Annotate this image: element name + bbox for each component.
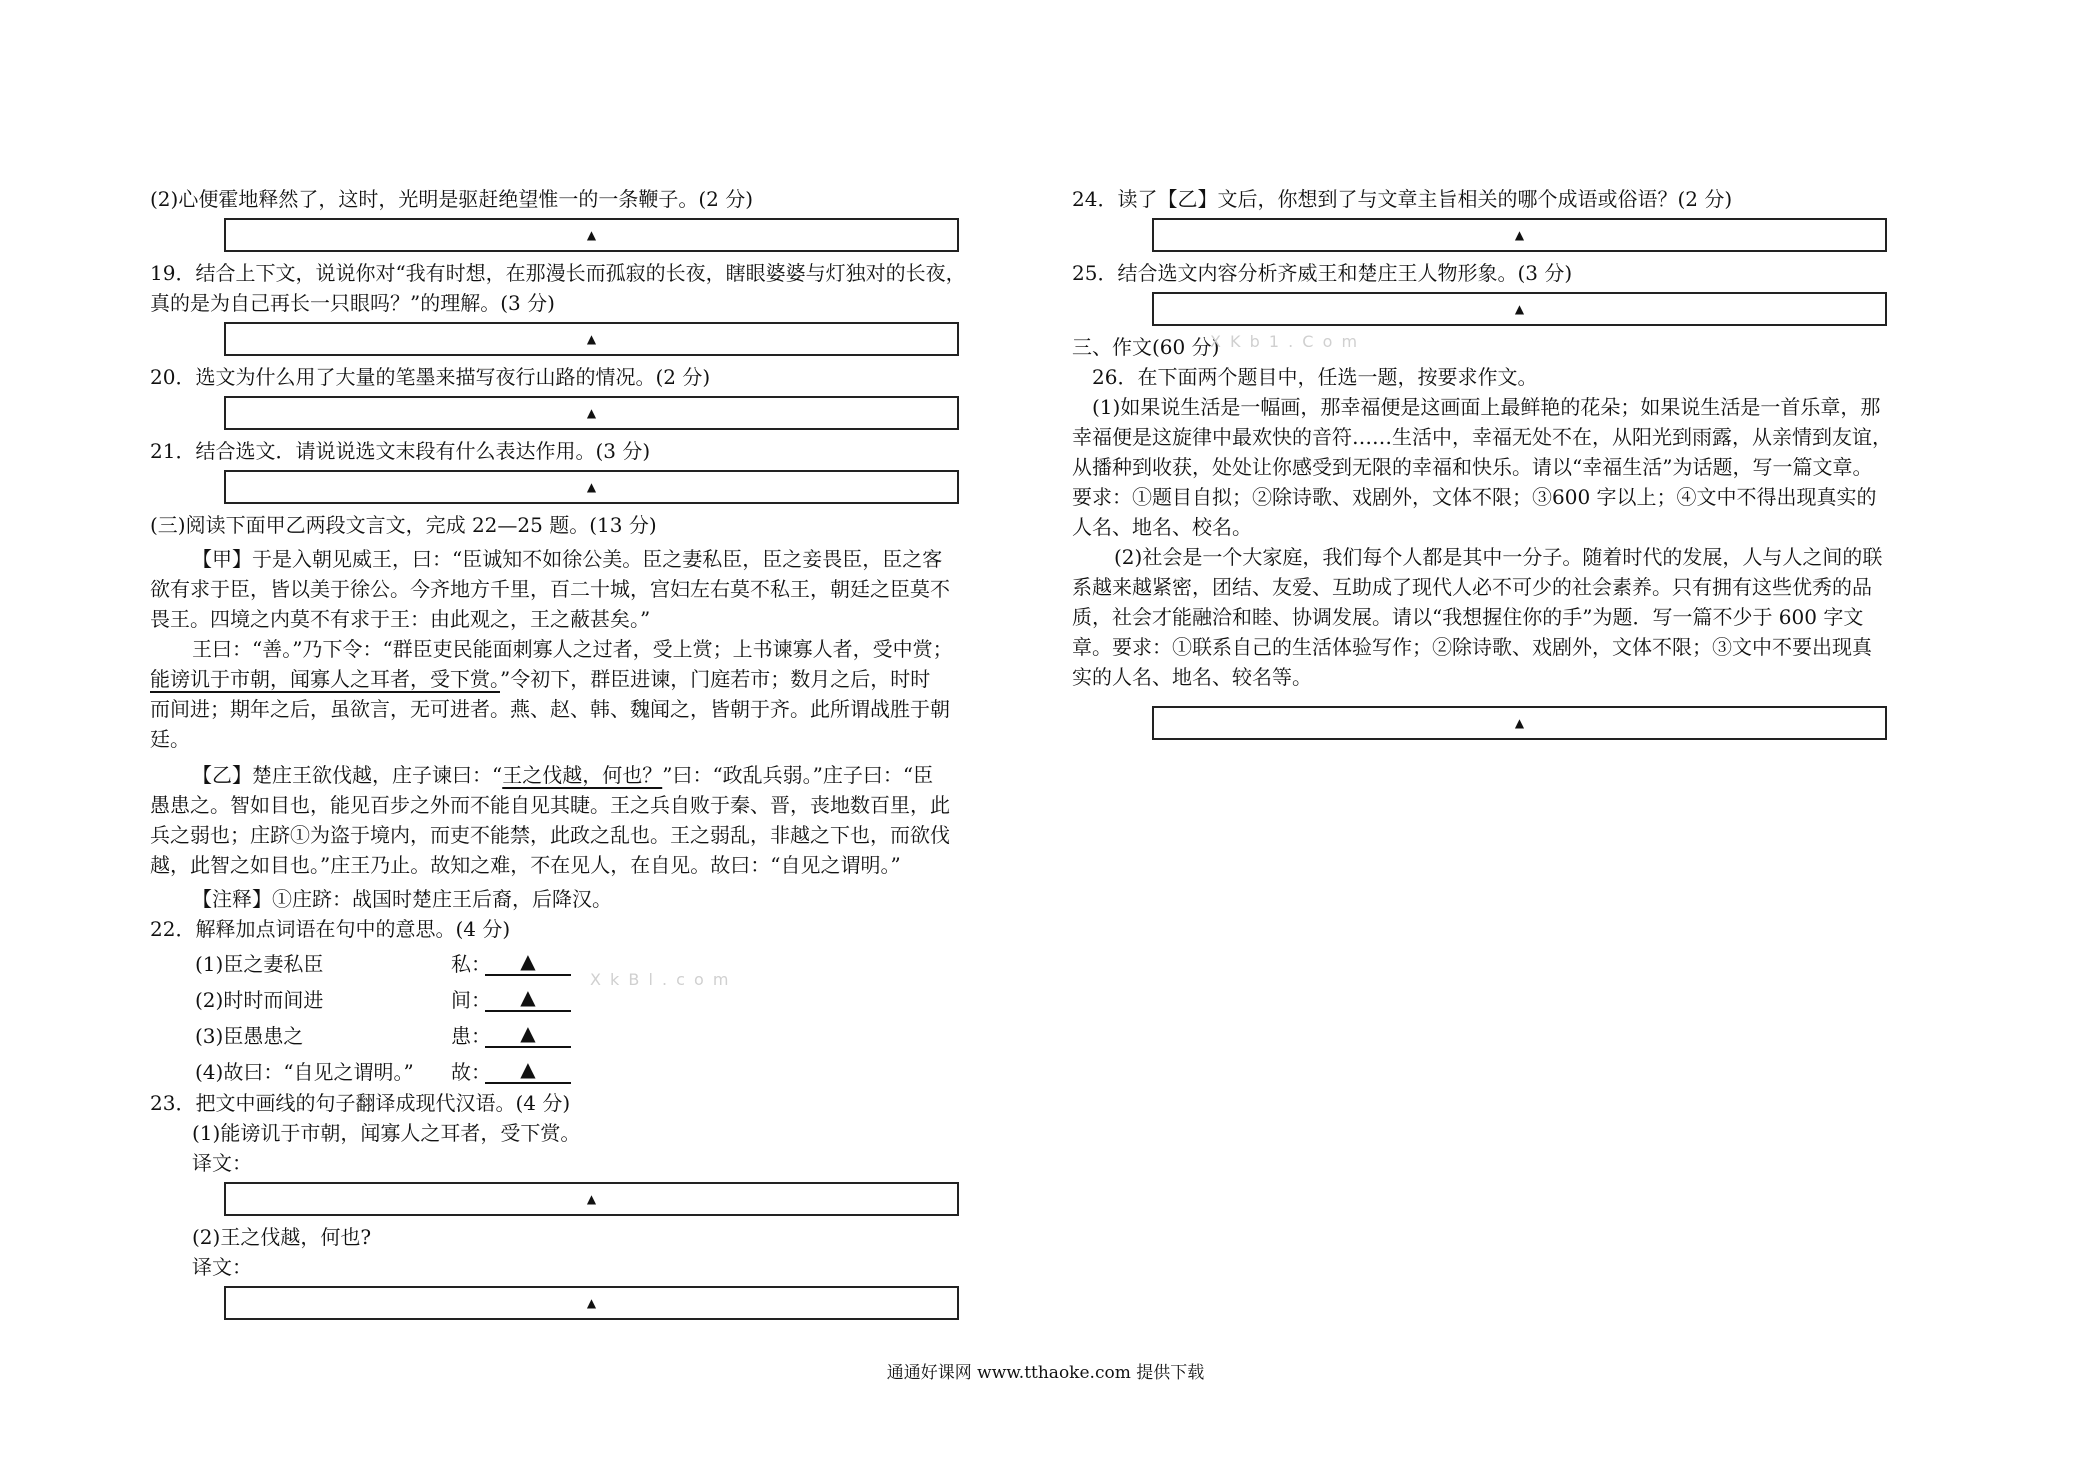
answer-box-24[interactable] (1152, 218, 1887, 252)
answer-marker: ▲ (586, 406, 597, 420)
passage-jia-line: 而间进；期年之后，虽欲言，无可进者。燕、赵、韩、魏闻之，皆朝于齐。此所谓战胜于朝 (150, 697, 950, 721)
answer-box-18-2[interactable] (224, 218, 959, 252)
question-18-2: (2)心便霍地释然了，这时，光明是驱赶绝望惟一的一条鞭子。(2 分) (150, 187, 754, 211)
question-21: 21．结合选文．请说说选文末段有什么表达作用。(3 分) (150, 439, 651, 463)
passage-jia-line: 廷。 (150, 727, 190, 751)
passage-yi-line: 愚患之。智如目也，能见百步之外而不能自见其睫。王之兵自败于秦、晋，丧地数百里，此 (150, 793, 950, 817)
answer-marker: ▲ (586, 1192, 597, 1206)
right-column (1072, 184, 1960, 746)
vocab-phrase: (3)臣愚患之 (195, 1023, 304, 1048)
translation-label: 译文： (192, 1151, 252, 1175)
question-26: 26．在下面两个题目中，任选一题，按要求作文。 (1092, 365, 1538, 389)
prompt-1-line: 幸福便是这旋律中最欢快的音符……生活中，幸福无处不在，从阳光到雨露，从亲情到友谊， (1072, 425, 1892, 449)
vocab-item (150, 1052, 1030, 1088)
question-25: 25．结合选文内容分析齐威王和楚庄王人物形象。(3 分) (1072, 261, 1573, 285)
prompt-1-line: 从播种到收获，处处让你感受到无限的幸福和快乐。请以“幸福生活”为话题，写一篇文章。 (1072, 455, 1873, 479)
question-23: 23．把文中画线的句子翻译成现代汉语。(4 分) (150, 1091, 571, 1115)
answer-box-23-1[interactable] (224, 1182, 959, 1216)
answer-box-26[interactable] (1152, 706, 1887, 740)
left-column (150, 184, 1030, 1326)
prompt-2-line: 质，社会才能融洽和睦、协调发展。请以“我想握住你的手”为题．写一篇不少于 600 字文 (1072, 605, 1864, 629)
prompt-2-line: 实的人名、地名、较名等。 (1072, 665, 1312, 689)
section-3-heading: (三)阅读下面甲乙两段文言文，完成 22—25 题。(13 分) (150, 513, 657, 537)
passage-yi-line: 兵之弱也；庄跻①为盗于境内，而吏不能禁，此政之乱也。王之弱乱，非越之下也，而欲伐 (150, 823, 950, 847)
underlined-sentence-1: 能谤讥于市朝，闻寡人之耳者，受下赏。 (150, 667, 500, 691)
translation-label: 译文： (192, 1255, 252, 1279)
passage-jia-line: 欲有求于臣，皆以美于徐公。今齐地方千里，百二十城，宫妇左右莫不私王，朝廷之臣莫不 (150, 577, 950, 601)
answer-box-20[interactable] (224, 396, 959, 430)
vocab-answer-blank[interactable]: ▲ (485, 1056, 571, 1084)
answer-box-21[interactable] (224, 470, 959, 504)
vocab-answer-blank[interactable]: ▲ (485, 984, 571, 1012)
underlined-sentence-2: 王之伐越，何也？ (502, 763, 663, 787)
vocab-word: 患： (451, 1023, 491, 1048)
prompt-1-line: (1)如果说生活是一幅画，那幸福便是这画面上最鲜艳的花朵；如果说生活是一首乐章，那 (1092, 395, 1881, 419)
passage-text: ”令初下，群臣进谏，门庭若市；数月之后，时时 (500, 667, 931, 691)
prompt-1-line: 人名、地名、校名。 (1072, 515, 1252, 539)
answer-marker: ▲ (586, 1296, 597, 1310)
vocab-item (150, 1016, 1030, 1052)
page-footer: 通通好课网 www.tthaoke.com 提供下载 (886, 1363, 1205, 1383)
question-24: 24．读了【乙】文后，你想到了与文章主旨相关的哪个成语或俗语？(2 分) (1072, 187, 1733, 211)
vocab-answer-blank[interactable]: ▲ (485, 1020, 571, 1048)
answer-marker: ▲ (586, 480, 597, 494)
composition-heading: 三、作文(60 分) (1072, 335, 1220, 359)
answer-marker: ▲ (586, 228, 597, 242)
prompt-1-line: 要求：①题目自拟；②除诗歌、戏剧外，文体不限；③600 字以上；④文中不得出现真实的 (1072, 485, 1877, 509)
question-22: 22．解释加点词语在句中的意思。(4 分) (150, 917, 511, 941)
vocab-answer-blank[interactable]: ▲ (485, 948, 571, 976)
passage-jia-line (150, 664, 1030, 694)
answer-marker: ▲ (1514, 302, 1525, 316)
question-19: 19．结合上下文，说说你对“我有时想，在那漫长而孤寂的长夜，瞎眼婆婆与灯独对的长夜， (150, 261, 966, 285)
passage-jia-line: 王曰：“善。”乃下令：“群臣吏民能面刺寡人之过者，受上赏；上书谏寡人者，受中赏； (192, 637, 953, 661)
vocab-phrase: (2)时时而间进 (195, 987, 324, 1012)
prompt-2-line: 系越来越紧密，团结、友爱、互助成了现代人必不可少的社会素养。只有拥有这些优秀的品 (1072, 575, 1872, 599)
question-20: 20．选文为什么用了大量的笔墨来描写夜行山路的情况。(2 分) (150, 365, 711, 389)
question-19-cont: 真的是为自己再长一只眼吗？”的理解。(3 分) (150, 291, 555, 315)
passage-jia-line: 【甲】于是入朝见威王，曰：“臣诚知不如徐公美。臣之妻私臣，臣之妾畏臣，臣之客 (192, 547, 943, 571)
vocab-phrase: (1)臣之妻私臣 (195, 951, 324, 976)
vocab-phrase: (4)故曰：“自见之谓明。” (195, 1059, 414, 1084)
answer-marker: ▲ (1514, 716, 1525, 730)
vocab-word: 私： (451, 951, 491, 976)
question-23-2: (2)王之伐越，何也? (192, 1225, 372, 1249)
question-23-1: (1)能谤讥于市朝，闻寡人之耳者，受下赏。 (192, 1121, 581, 1145)
passage-text: ”曰：“政乱兵弱。”庄子曰：“臣 (662, 763, 934, 787)
prompt-2-line: 章。要求：①联系自己的生活体验写作；②除诗歌、戏剧外，文体不限；③文中不要出现真 (1072, 635, 1872, 659)
answer-marker: ▲ (1514, 228, 1525, 242)
passage-text: 【乙】楚庄王欲伐越，庄子谏曰：“ (192, 763, 503, 787)
watermark-text: X k B l . c o m (590, 970, 731, 989)
annotation-note: 【注释】①庄跻：战国时楚庄王后裔，后降汉。 (192, 887, 612, 911)
vocab-word: 故： (451, 1059, 491, 1084)
answer-box-19[interactable] (224, 322, 959, 356)
passage-yi-line: 越，此智之如目也。”庄王乃止。故知之难，不在见人，在自见。故曰：“自见之谓明。” (150, 853, 901, 877)
watermark-text: X K b 1 . C o m (1210, 332, 1360, 351)
passage-yi-line (150, 760, 1030, 790)
prompt-2-line: (2)社会是一个大家庭，我们每个人都是其中一分子。随着时代的发展，人与人之间的联 (1114, 545, 1883, 569)
vocab-word: 间： (451, 987, 491, 1012)
answer-box-23-2[interactable] (224, 1286, 959, 1320)
answer-marker: ▲ (586, 332, 597, 346)
passage-jia-line: 畏王。四境之内莫不有求于王：由此观之，王之蔽甚矣。” (150, 607, 651, 631)
answer-box-25[interactable] (1152, 292, 1887, 326)
